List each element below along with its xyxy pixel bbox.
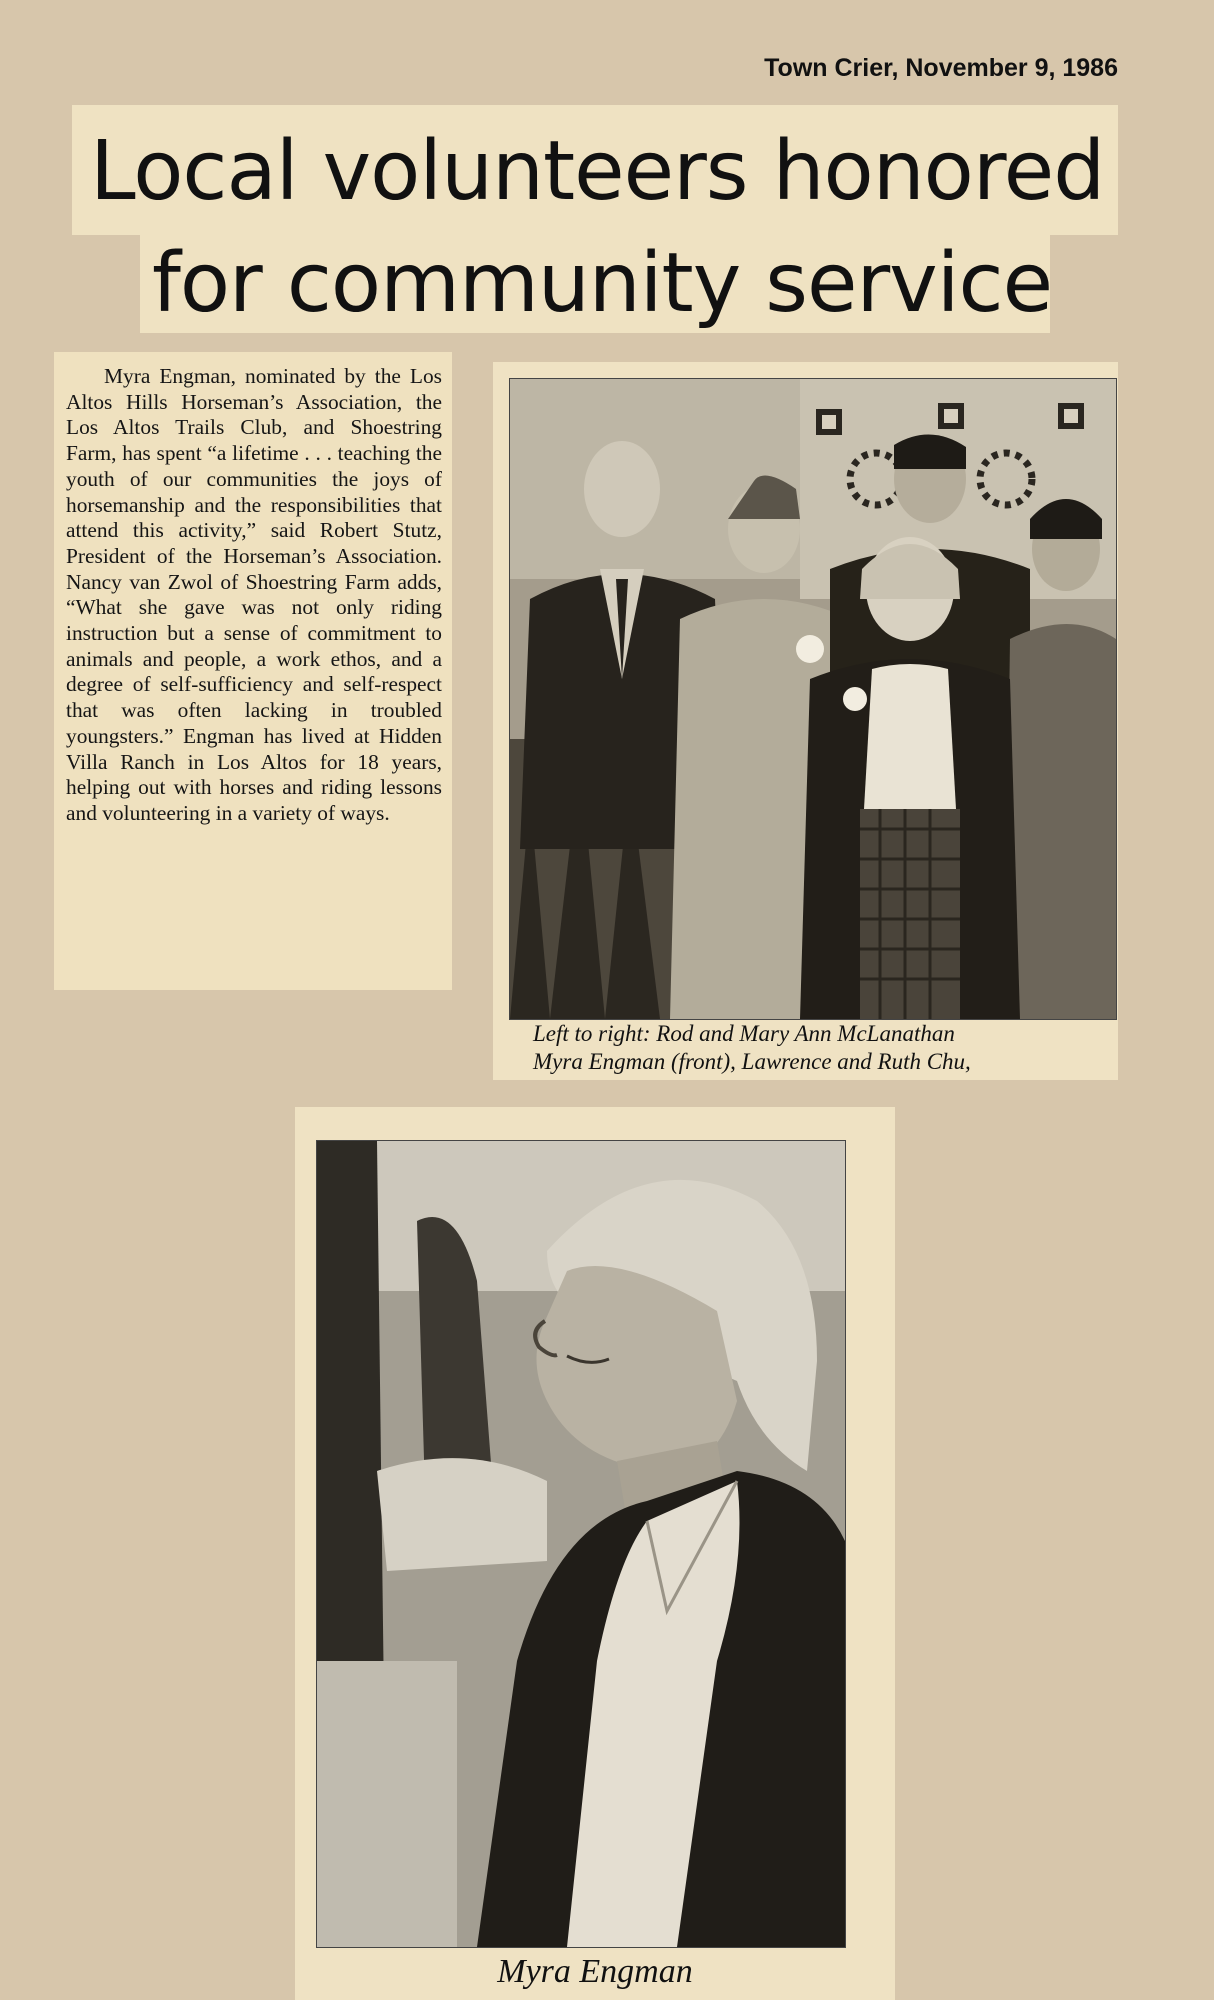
group-photo-clipping [493,362,1118,1080]
headline-line-1: Local volunteers honored [72,105,1118,235]
publication-source: Town Crier, November 9, 1986 [764,54,1118,82]
group-photo [509,378,1117,1020]
caption-line-2: Myra Engman (front), Lawrence and Ruth Chu, [533,1049,971,1074]
caption-line-1: Left to right: Rod and Mary Ann McLanathan [533,1021,955,1046]
portrait-illustration [317,1141,845,1947]
portrait-photo [316,1140,846,1948]
portrait-caption: Myra Engman [497,1953,693,1990]
headline-line-2: for community service [140,235,1050,333]
group-photo-illustration [510,379,1116,1019]
group-photo-caption [533,1020,1103,1076]
portrait-clipping [295,1107,895,2000]
article-body: Myra Engman, nominated by the Los Altos Hills Horseman’s Association, the Los Altos Trails Club, and Shoestring Farm, has spent “a lifetime . . . teaching the youth of our communities the joys of horsemanship and the responsibilities that attend this activity,” said Robert Stutz, President of the Horseman’s Association. Nancy van Zwol of Shoestring Farm adds, “What she gave was not only riding instruction but a sense of commitment to animals and people, a work ethos, and a degree of self-sufficiency and self-respect that was often lacking in troubled youngsters.” Engman has lived at Hidden Villa Ranch in Los Altos for 18 years, helping out with horses and riding lessons and volunteering in a variety of ways. [54,352,452,990]
